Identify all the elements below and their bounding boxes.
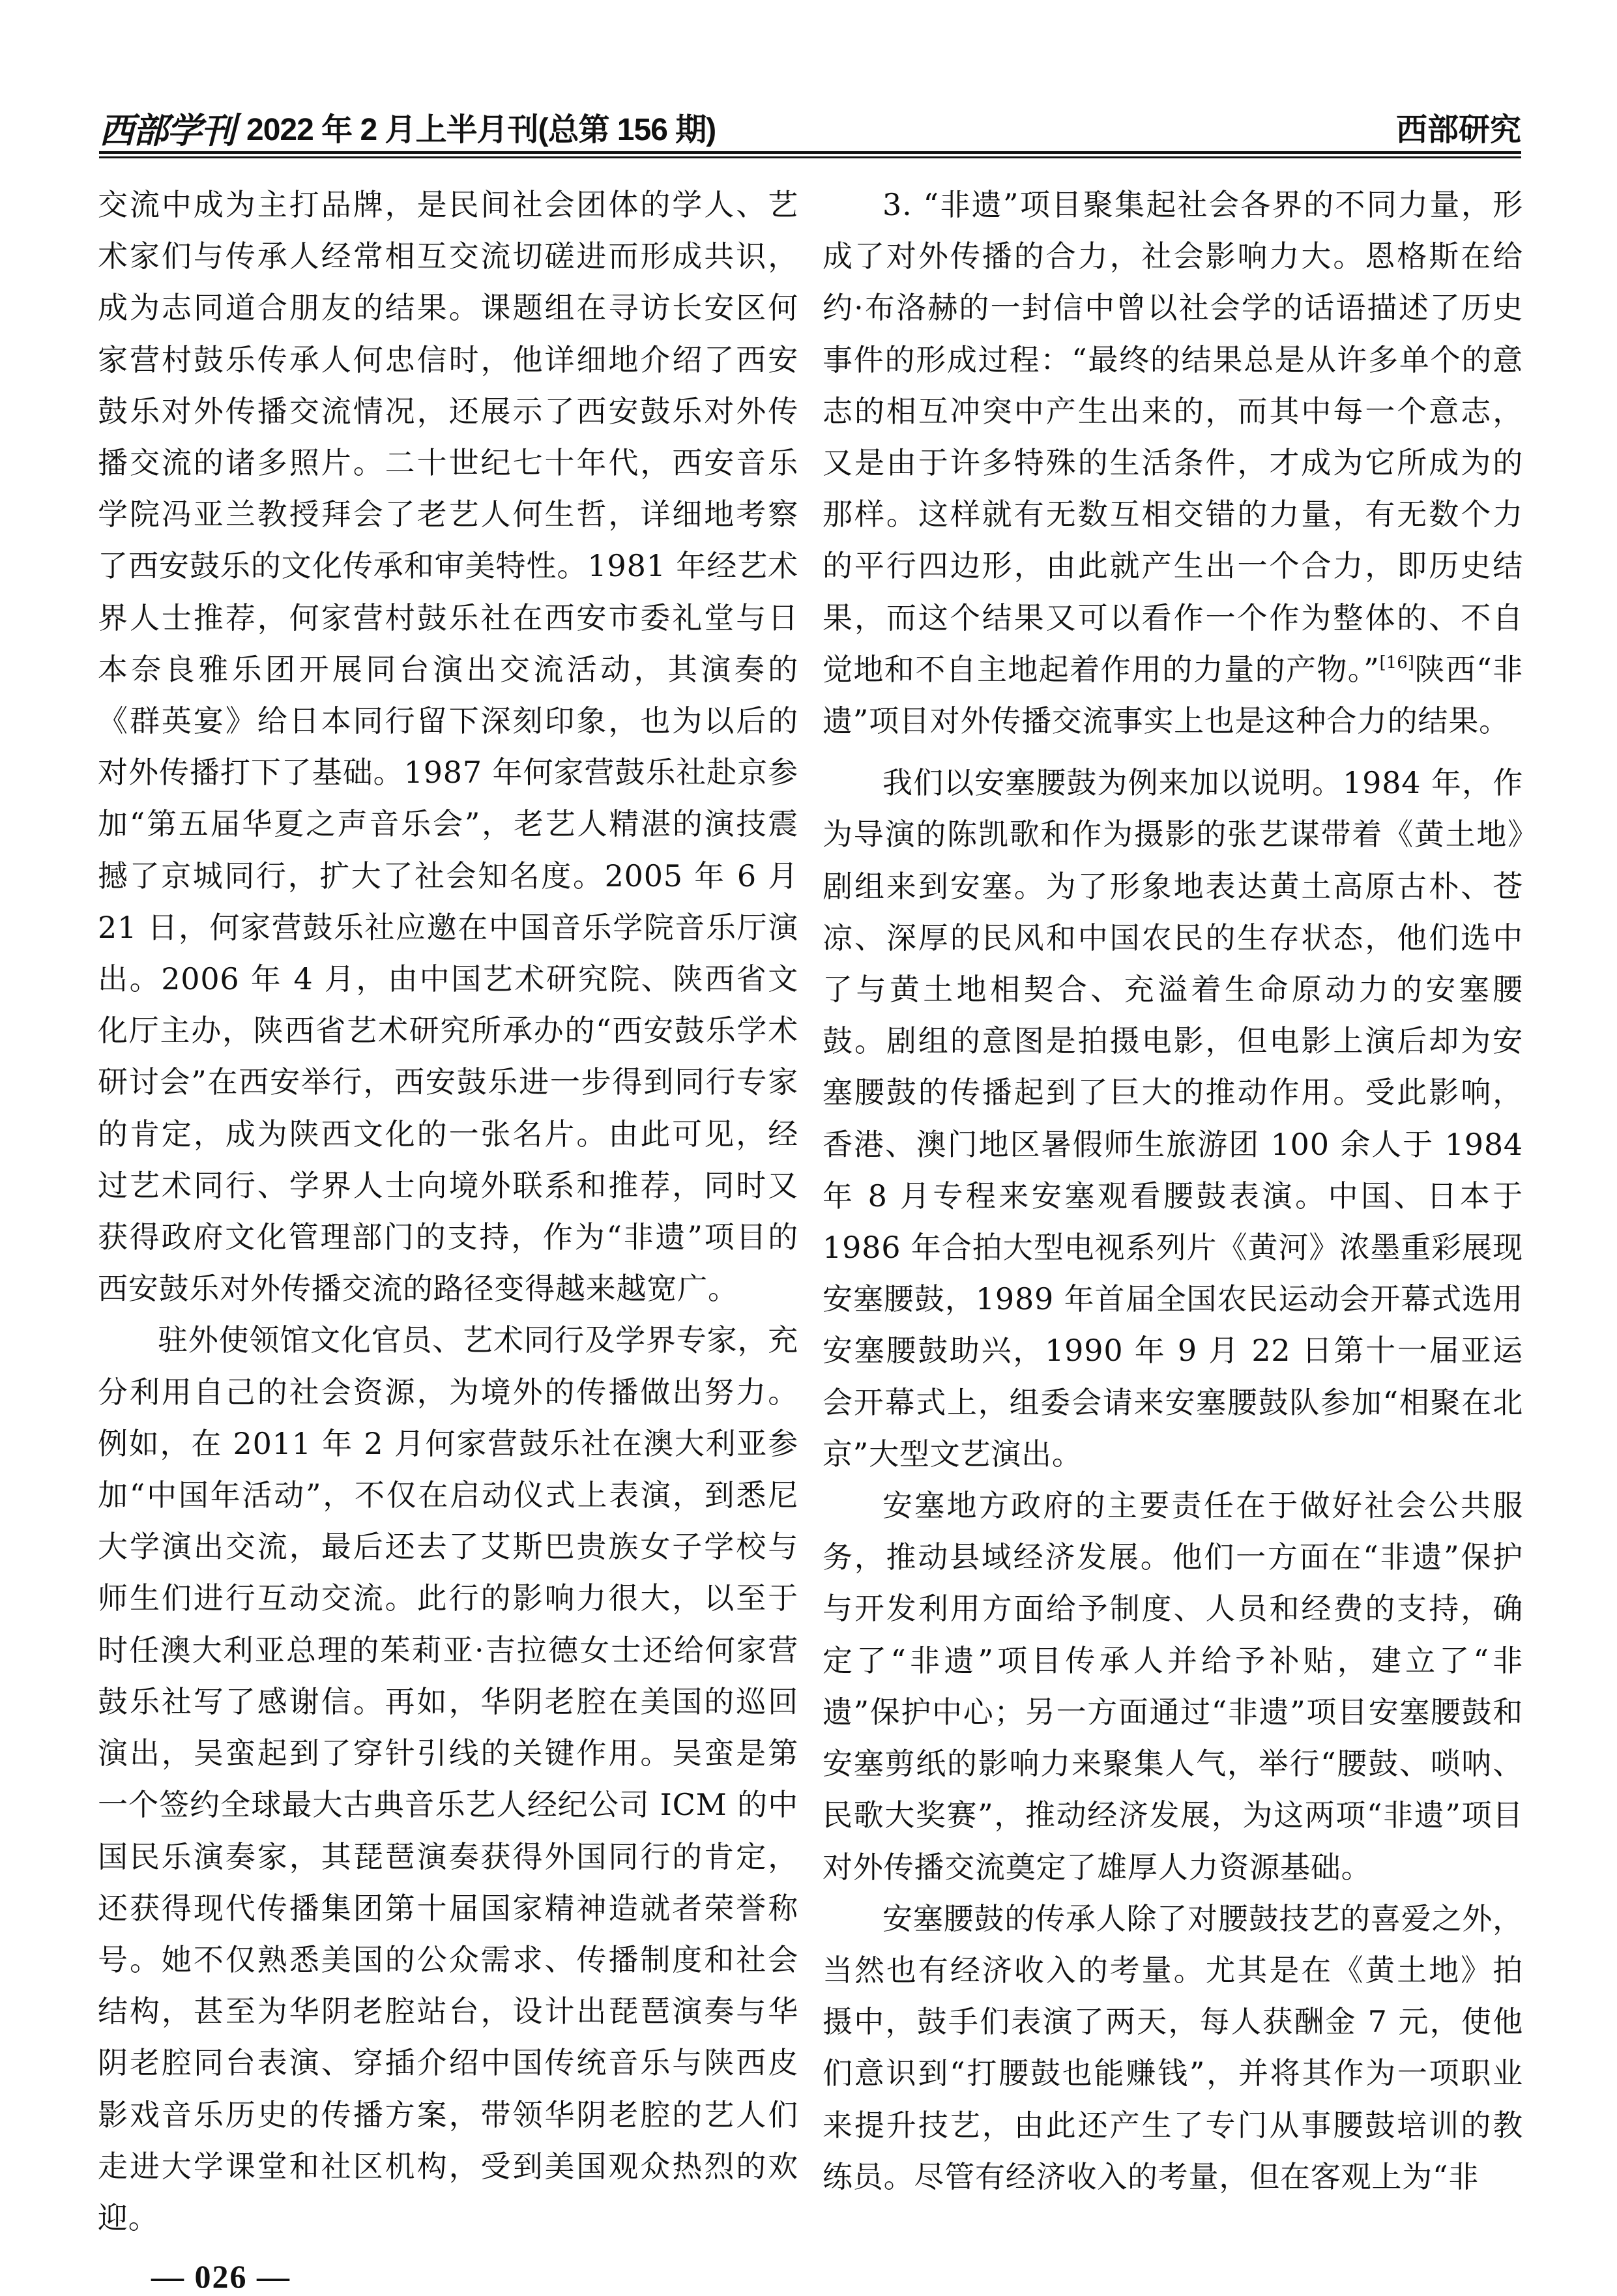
- right-column: [823, 179, 1523, 2203]
- header-rule-bottom: [99, 156, 1521, 158]
- paragraph: 安塞地方政府的主要责任在于做好社会公共服务，推动县域经济发展。他们一方面在“非遗”保护与开发利用方面给予制度、人员和经费的支持，确定了“非遗”项目传承人并给予补贴，建立了“非遗”保护中心；另一方面通过“非遗”项目安塞腰鼓和安塞剪纸的影响力来聚集人气，举行“腰鼓、唢呐、民歌大奖赛”，推动经济发展，为这两项“非遗”项目对外传播交流奠定了雄厚人力资源基础。: [823, 1488, 1523, 1885]
- paragraph-text: 陕西“非遗”项目对外传播交流事实上也是这种合力的结果。: [823, 651, 1524, 739]
- paragraph: 驻外使领馆文化官员、艺术同行及学界专家，充分利用自己的社会资源，为境外的传播做出努力。例如，在 2011 年 2 月何家营鼓乐社在澳大利亚参加“中国年活动”，不仅在启动仪式上表演，到悉尼大学演出交流，最后还去了艾斯巴贵族女子学校与师生们进行互动交流。此行的影响力很大，以至于时任澳大利亚总理的茱莉亚·吉拉德女士还给何家营鼓乐社写了感谢信。再如，华阴老腔在美国的巡回演出，吴蛮起到了穿针引线的关键作用。吴蛮是第一个签约全球最大古典音乐艺人经纪公司 ICM 的中国民乐演奏家，其琵琶演奏获得外国同行的肯定，还获得现代传播集团第十届国家精神造就者荣誉称号。她不仅熟悉美国的公众需求、传播制度和社会结构，甚至为华阴老腔站台，设计出琵琶演奏与华阴老腔同台表演、穿插介绍中国传统音乐与陕西皮影戏音乐历史的传播方案，带领华阴老腔的艺人们走进大学课堂和社区机构，受到美国观众热烈的欢迎。: [98, 1322, 798, 2235]
- page-number: — 026 —: [151, 2258, 291, 2295]
- paragraph: 交流中成为主打品牌，是民间社会团体的学人、艺术家们与传承人经常相互交流切磋进而形成共识，成为志同道合朋友的结果。课题组在寻访长安区何家营村鼓乐传承人何忠信时，他详细地介绍了西安鼓乐对外传播交流情况，还展示了西安鼓乐对外传播交流的诸多照片。二十世纪七十年代，西安音乐学院冯亚兰教授拜会了老艺人何生哲，详细地考察了西安鼓乐的文化传承和审美特性。1981 年经艺术界人士推荐，何家营村鼓乐社在西安市委礼堂与日本奈良雅乐团开展同台演出交流活动，其演奏的《群英宴》给日本同行留下深刻印象，也为以后的对外传播打下了基础。1987 年何家营鼓乐社赴京参加“第五届华夏之声音乐会”，老艺人精湛的演技震撼了京城同行，扩大了社会知名度。2005 年 6 月 21 日，何家营鼓乐社应邀在中国音乐学院音乐厅演出。2006 年 4 月，由中国艺术研究院、陕西省文化厅主办，陕西省艺术研究所承办的“西安鼓乐学术研讨会”在西安举行，西安鼓乐进一步得到同行专家的肯定，成为陕西文化的一张名片。由此可见，经过艺术同行、学界人士向境外联系和推荐，同时又获得政府文化管理部门的支持，作为“非遗”项目的西安鼓乐对外传播交流的路径变得越来越宽广。: [98, 187, 798, 1307]
- paragraph: 安塞腰鼓的传承人除了对腰鼓技艺的喜爱之外，当然也有经济收入的考量。尤其是在《黄土地》拍摄中，鼓手们表演了两天，每人获酬金 7 元，使他们意识到“打腰鼓也能赚钱”，并将其作为一项职业来提升技艺，由此还产生了专门从事腰鼓培训的教练员。尽管有经济收入的考量，但在客观上为“非: [823, 1900, 1523, 2194]
- section-title: 西部研究: [1395, 113, 1521, 147]
- paragraph: 我们以安塞腰鼓为例来加以说明。1984 年，作为导演的陈凯歌和作为摄影的张艺谋带着《黄土地》剧组来到安塞。为了形象地表达黄土高原古朴、苍凉、深厚的民风和中国农民的生存状态，他们选中了与黄土地相契合、充溢着生命原动力的安塞腰鼓。剧组的意图是拍摄电影，但电影上演后却为安塞腰鼓的传播起到了巨大的推动作用。受此影响，香港、澳门地区暑假师生旅游团 100 余人于 1984 年 8 月专程来安塞观看腰鼓表演。中国、日本于 1986 年合拍大型电视系列片《黄河》浓墨重彩展现安塞腰鼓，1989 年首届全国农民运动会开幕式选用安塞腰鼓助兴，1990 年 9 月 22 日第十一届亚运会开幕式上，组委会请来安塞腰鼓队参加“相聚在北京”大型文艺演出。: [823, 765, 1523, 1472]
- paragraph-text: 3. “非遗”项目聚集起社会各界的不同力量，形成了对外传播的合力，社会影响力大。恩格斯在给约·布洛赫的一封信中曾以社会学的话语描述了历史事件的形成过程：“最终的结果总是从许多单个的意志的相互冲突中产生出来的，而其中每一个意志，又是由于许多特殊的生活条件，才成为它所成为的那样。这样就有无数互相交错的力量，有无数个力的平行四边形，由此就产生出一个合力，即历史结果，而这个结果又可以看作一个作为整体的、不自觉地和不自主地起着作用的力量的产物。”: [823, 187, 1523, 687]
- journal-logo: 西部学刊: [99, 109, 235, 151]
- citation-ref: [16]: [1379, 652, 1414, 673]
- header-rule-top: [99, 151, 1521, 154]
- paragraph: [823, 179, 1523, 747]
- running-header: [99, 108, 1521, 150]
- left-column: [98, 179, 798, 2244]
- issue-info: 2022 年 2 月上半月刊(总第 156 期): [246, 113, 716, 147]
